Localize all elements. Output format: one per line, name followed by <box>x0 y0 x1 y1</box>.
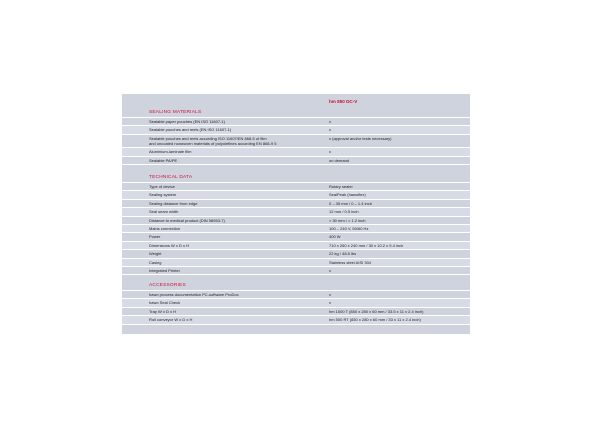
spec-row <box>122 316 470 324</box>
model-column-header: hm 850 DC-V <box>329 99 358 104</box>
spec-row <box>122 242 470 250</box>
spec-row <box>122 200 470 208</box>
spec-row <box>122 126 470 134</box>
spec-value: Stainless steel AISI 304 <box>329 259 372 265</box>
spec-row <box>122 148 470 156</box>
spec-row <box>122 191 470 199</box>
spec-label: Mains connection <box>149 226 181 232</box>
spec-value: x (approval and/or tests necessary) <box>329 135 392 141</box>
spec-value: x <box>329 149 331 155</box>
spec-label: Sealable pouches and reels according ISO 11607/EN 868-5 of film and uncoated nonwoven materials of polyolefines according EN 868-9 5 <box>149 135 277 147</box>
spec-row <box>122 118 470 126</box>
spec-row <box>122 157 470 165</box>
spec-label: Casing <box>149 259 162 265</box>
spec-row <box>122 183 470 191</box>
spec-value: Rotary sealer <box>329 184 353 189</box>
spec-value: hm 1000 T (850 x 280 x 60 mm / 33.5 x 11 x 2.4 inch) <box>329 308 424 314</box>
spec-value: 100 – 240 V, 50/60 Hz <box>329 226 369 232</box>
spec-value: 22 kg / 48.5 lbs <box>329 251 357 257</box>
spec-label: Tray W x D x H <box>149 308 176 314</box>
spec-row <box>122 299 470 307</box>
spec-label: Sealing system <box>149 192 177 198</box>
section-sealing-materials <box>122 109 470 165</box>
spec-value: > 30 mm / > 1.2 inch <box>329 217 366 223</box>
spec-value: x <box>329 292 331 297</box>
spec-value: on demand <box>329 157 350 163</box>
spec-value: 0 – 35 mm / 0 – 1.4 inch <box>329 200 372 206</box>
spec-label: Sealable paper pouches (EN ISO 11607-1) <box>149 119 225 124</box>
section-accessories <box>122 282 470 325</box>
section-title: TECHNICAL DATA <box>122 174 470 183</box>
spec-value: x <box>329 268 331 274</box>
section-title: ACCESSORIES <box>122 282 470 291</box>
spec-row <box>122 291 470 299</box>
spec-row <box>122 135 470 148</box>
spec-value: 12 mm / 0.5 inch <box>329 209 359 215</box>
spec-value: x <box>329 119 331 124</box>
spec-row <box>122 308 470 316</box>
spec-value: 400 W <box>329 234 341 240</box>
spec-label: Weight <box>149 251 162 257</box>
spec-label: Roll conveyor W x D x H <box>149 317 193 323</box>
spec-value: 710 x 260 x 240 mm / 30 x 10.2 x 9.4 inch <box>329 242 404 248</box>
section-technical-data <box>122 174 470 275</box>
spec-row <box>122 225 470 233</box>
spec-sheet <box>122 94 470 334</box>
spec-row <box>122 233 470 241</box>
spec-value: hm 500 RT (830 x 280 x 60 mm / 33 x 11 x 2.4 inch) <box>329 317 421 323</box>
spec-value: SealPeak (hawoflex) <box>329 192 366 198</box>
spec-label: hawo Seal Check <box>149 300 181 306</box>
spec-label: Distance to medical product (DIN 58953-7) <box>149 217 225 223</box>
spec-label: Sealing distance from edge <box>149 200 198 206</box>
spec-label: Integrated Printer <box>149 268 180 274</box>
spec-label: Aluminium-laminate film <box>149 149 192 155</box>
spec-row <box>122 217 470 225</box>
spec-label: Sealable pouches and reels (EN ISO 11607-1) <box>149 127 232 133</box>
spec-label: Power <box>149 234 161 240</box>
spec-label: Seal seam width <box>149 209 179 215</box>
spec-value: x <box>329 300 331 306</box>
spec-row <box>122 267 470 275</box>
spec-row <box>122 250 470 258</box>
spec-label: Type of device <box>149 184 175 189</box>
spec-label: hawo process documentation PC-software ProDoc <box>149 292 239 297</box>
section-title: SEALING MATERIALS <box>122 109 470 118</box>
spec-row <box>122 208 470 216</box>
spec-label: Sealable PA/PE <box>149 157 178 163</box>
spec-value: x <box>329 127 331 133</box>
spec-row <box>122 259 470 267</box>
spec-label: Dimensions W x D x H <box>149 242 190 248</box>
